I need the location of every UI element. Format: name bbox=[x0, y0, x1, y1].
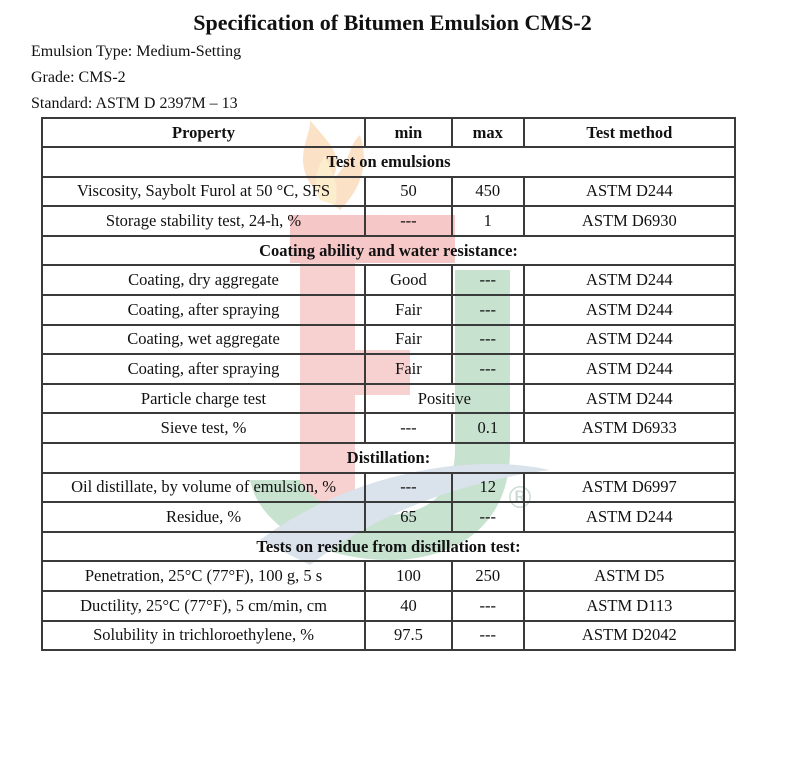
table-row bbox=[42, 325, 735, 355]
test-method-cell: ASTM D6930 bbox=[524, 206, 735, 236]
max-cell: --- bbox=[452, 354, 524, 384]
test-method-cell: ASTM D244 bbox=[524, 384, 735, 414]
test-method-cell: ASTM D244 bbox=[524, 325, 735, 355]
property-cell: Storage stability test, 24-h, % bbox=[42, 206, 365, 236]
section-title: Test on emulsions bbox=[42, 147, 735, 177]
section-row bbox=[42, 443, 735, 473]
header-test-method: Test method bbox=[524, 118, 735, 147]
max-cell: 1 bbox=[452, 206, 524, 236]
table-row bbox=[42, 384, 735, 414]
max-cell: --- bbox=[452, 502, 524, 532]
min-cell: 97.5 bbox=[365, 621, 452, 651]
property-cell: Coating, after spraying bbox=[42, 295, 365, 325]
test-method-cell: ASTM D113 bbox=[524, 591, 735, 621]
document-title: Specification of Bitumen Emulsion CMS-2 bbox=[193, 10, 592, 35]
min-cell: --- bbox=[365, 413, 452, 443]
section-row bbox=[42, 147, 735, 177]
test-method-cell: ASTM D244 bbox=[524, 502, 735, 532]
table-row bbox=[42, 354, 735, 384]
section-row bbox=[42, 532, 735, 562]
max-cell: 0.1 bbox=[452, 413, 524, 443]
property-cell: Ductility, 25°C (77°F), 5 cm/min, cm bbox=[42, 591, 365, 621]
table-row bbox=[42, 413, 735, 443]
min-max-merged-cell: Positive bbox=[365, 384, 524, 414]
property-cell: Particle charge test bbox=[42, 384, 365, 414]
table-header-row bbox=[42, 118, 735, 147]
min-cell: 65 bbox=[365, 502, 452, 532]
table-row bbox=[42, 265, 735, 295]
max-cell: 250 bbox=[452, 561, 524, 591]
property-cell: Viscosity, Saybolt Furol at 50 °C, SFS bbox=[42, 177, 365, 207]
table-row bbox=[42, 177, 735, 207]
max-cell: --- bbox=[452, 265, 524, 295]
test-method-cell: ASTM D2042 bbox=[524, 621, 735, 651]
table-row bbox=[42, 621, 735, 651]
property-cell: Coating, dry aggregate bbox=[42, 265, 365, 295]
test-method-cell: ASTM D6997 bbox=[524, 473, 735, 503]
header-property: Property bbox=[42, 118, 365, 147]
test-method-cell: ASTM D244 bbox=[524, 177, 735, 207]
section-title: Distillation: bbox=[42, 443, 735, 473]
section-title: Coating ability and water resistance: bbox=[42, 236, 735, 266]
max-cell: 12 bbox=[452, 473, 524, 503]
property-cell: Residue, % bbox=[42, 502, 365, 532]
table-row bbox=[42, 561, 735, 591]
registered-mark: ® bbox=[505, 481, 535, 516]
min-cell: 40 bbox=[365, 591, 452, 621]
min-cell: Good bbox=[365, 265, 452, 295]
section-title: Tests on residue from distillation test: bbox=[42, 532, 735, 562]
min-cell: Fair bbox=[365, 325, 452, 355]
max-cell: --- bbox=[452, 295, 524, 325]
standard: Standard: ASTM D 2397M – 13 bbox=[31, 95, 238, 112]
max-cell: --- bbox=[452, 621, 524, 651]
property-cell: Oil distillate, by volume of emulsion, % bbox=[42, 473, 365, 503]
table-row bbox=[42, 206, 735, 236]
table-row bbox=[42, 473, 735, 503]
test-method-cell: ASTM D244 bbox=[524, 295, 735, 325]
max-cell: --- bbox=[452, 325, 524, 355]
min-cell: 100 bbox=[365, 561, 452, 591]
min-cell: Fair bbox=[365, 354, 452, 384]
min-cell: --- bbox=[365, 473, 452, 503]
max-cell: 450 bbox=[452, 177, 524, 207]
header-max: max bbox=[452, 118, 524, 147]
test-method-cell: ASTM D5 bbox=[524, 561, 735, 591]
test-method-cell: ASTM D244 bbox=[524, 265, 735, 295]
min-cell: Fair bbox=[365, 295, 452, 325]
test-method-cell: ASTM D244 bbox=[524, 354, 735, 384]
specification-table bbox=[41, 117, 736, 651]
section-row bbox=[42, 236, 735, 266]
min-cell: --- bbox=[365, 206, 452, 236]
property-cell: Solubility in trichloroethylene, % bbox=[42, 621, 365, 651]
emulsion-type: Emulsion Type: Medium-Setting bbox=[31, 43, 242, 60]
table-row bbox=[42, 502, 735, 532]
property-cell: Coating, wet aggregate bbox=[42, 325, 365, 355]
max-cell: --- bbox=[452, 591, 524, 621]
property-cell: Coating, after spraying bbox=[42, 354, 365, 384]
test-method-cell: ASTM D6933 bbox=[524, 413, 735, 443]
property-cell: Penetration, 25°C (77°F), 100 g, 5 s bbox=[42, 561, 365, 591]
grade: Grade: CMS-2 bbox=[31, 69, 126, 86]
table-row bbox=[42, 591, 735, 621]
header-min: min bbox=[365, 118, 452, 147]
table-row bbox=[42, 295, 735, 325]
property-cell: Sieve test, % bbox=[42, 413, 365, 443]
min-cell: 50 bbox=[365, 177, 452, 207]
table-body bbox=[42, 147, 735, 650]
